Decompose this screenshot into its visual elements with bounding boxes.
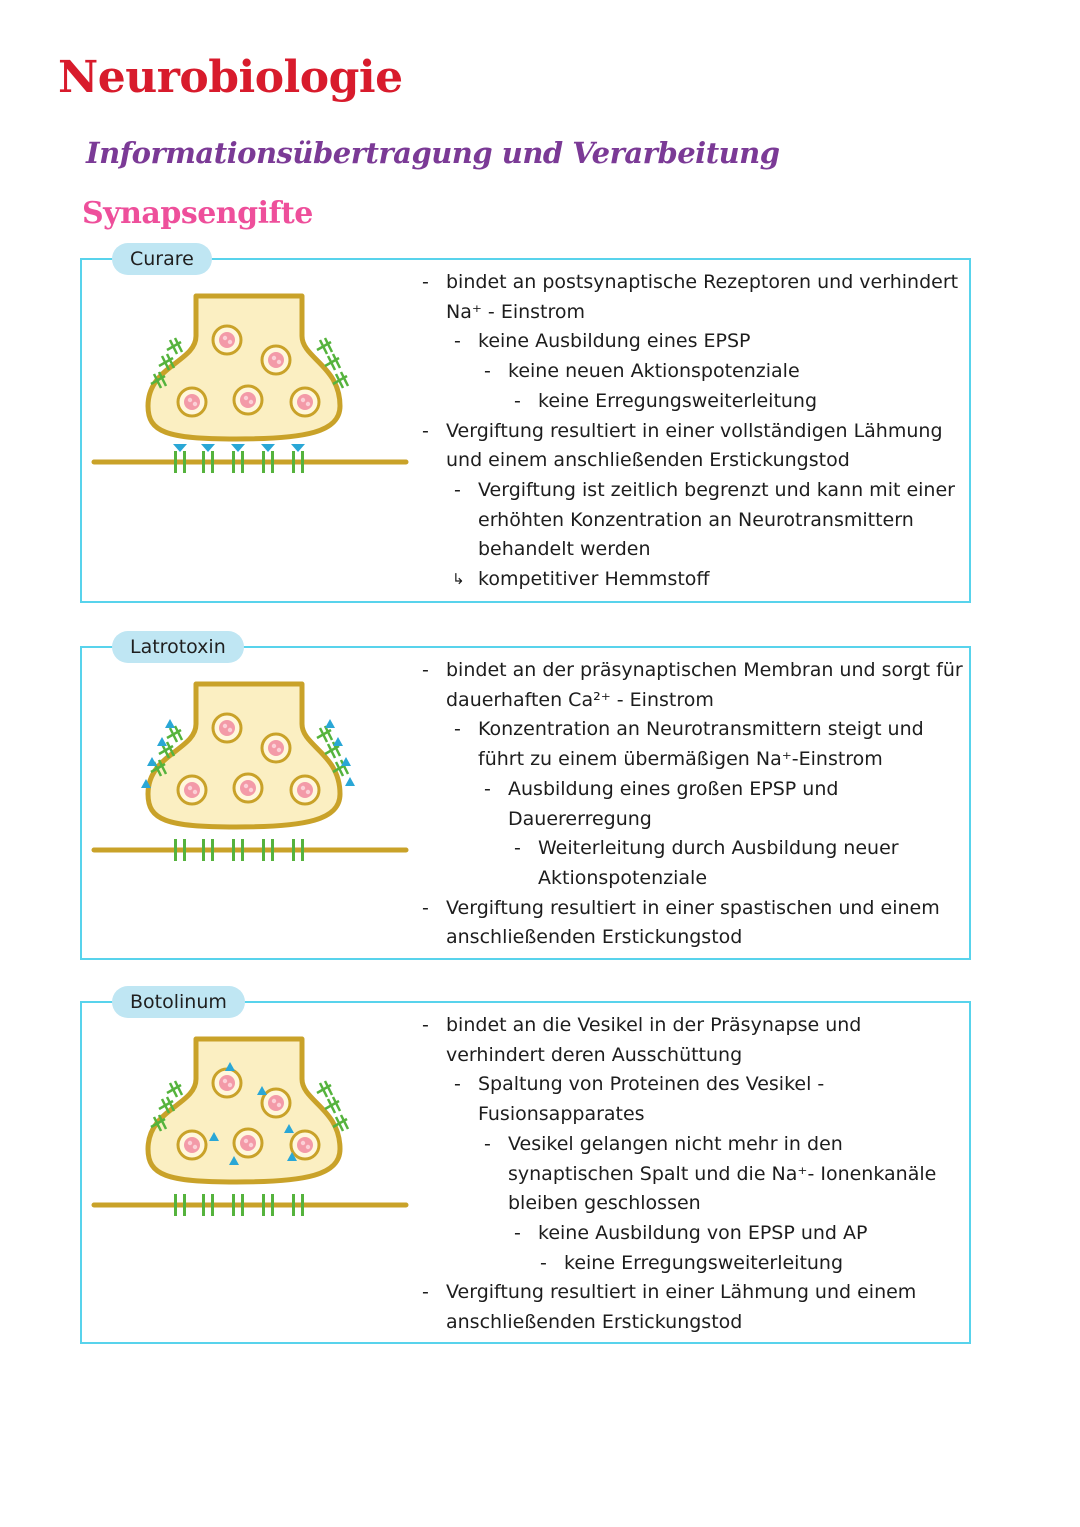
note-item: - bindet an die Vesikel in der Präsynapse und verhindert deren Ausschüttung bbox=[446, 1011, 966, 1070]
card-notes bbox=[414, 268, 966, 595]
note-item: - bindet an der präsynaptischen Membran und sorgt für dauerhaften Ca²⁺ - Einstrom bbox=[446, 656, 966, 715]
card-label: Latrotoxin bbox=[112, 631, 244, 663]
botolinum-synapse-diagram bbox=[86, 1027, 411, 1227]
note-item: - keine neuen Aktionspotenziale bbox=[508, 357, 966, 387]
note-item: - keine Ausbildung von EPSP und AP bbox=[538, 1219, 966, 1249]
curare-synapse-diagram bbox=[86, 284, 411, 484]
toxin-marker bbox=[201, 444, 215, 452]
membrane-receptor bbox=[317, 1081, 332, 1097]
vesicle bbox=[262, 1089, 290, 1117]
note-item: - keine Ausbildung eines EPSP bbox=[478, 327, 966, 357]
toxin-marker bbox=[165, 719, 175, 728]
presynaptic-terminal bbox=[148, 296, 340, 439]
note-item: - Vergiftung resultiert in einer spastischen und einem anschließenden Erstickungstod bbox=[446, 894, 966, 953]
vesicle bbox=[213, 1069, 241, 1097]
toxin-marker bbox=[157, 737, 167, 746]
vesicle bbox=[178, 776, 206, 804]
toxin-marker bbox=[261, 444, 275, 452]
vesicle bbox=[234, 774, 262, 802]
note-item: - Ausbildung eines großen EPSP und Dauererregung bbox=[508, 775, 966, 834]
note-item: - Weiterleitung durch Ausbildung neuer Aktionspotenziale bbox=[538, 834, 966, 893]
card-notes bbox=[414, 656, 966, 953]
membrane-receptor bbox=[317, 726, 332, 742]
latrotoxin-synapse-diagram bbox=[86, 672, 411, 872]
page-subtitle: Informationsübertragung und Verarbeitung bbox=[86, 136, 780, 170]
vesicle bbox=[291, 776, 319, 804]
membrane-receptor bbox=[167, 338, 182, 354]
note-item: - bindet an postsynaptische Rezeptoren und verhindert Na⁺ - Einstrom bbox=[446, 268, 966, 327]
toxin-marker bbox=[231, 444, 245, 452]
toxin-marker bbox=[333, 737, 343, 746]
vesicle bbox=[178, 1131, 206, 1159]
vesicle bbox=[262, 346, 290, 374]
vesicle bbox=[234, 1129, 262, 1157]
toxin-marker bbox=[147, 757, 157, 766]
toxin-marker bbox=[291, 444, 305, 452]
card-notes bbox=[414, 1011, 966, 1338]
vesicle bbox=[291, 1131, 319, 1159]
vesicle bbox=[234, 386, 262, 414]
note-item: - Vergiftung ist zeitlich begrenzt und kann mit einer erhöhten Konzentration an Neurotransmittern behandelt werden bbox=[478, 476, 966, 565]
vesicle bbox=[178, 388, 206, 416]
note-item: - Spaltung von Proteinen des Vesikel - Fusionsapparates bbox=[478, 1070, 966, 1129]
note-item: - Vergiftung resultiert in einer Lähmung und einem anschließenden Erstickungstod bbox=[446, 1278, 966, 1337]
note-item: - Konzentration an Neurotransmittern steigt und führt zu einem übermäßigen Na⁺-Einstrom bbox=[478, 715, 966, 774]
presynaptic-terminal bbox=[148, 1039, 340, 1182]
latrotoxin-card bbox=[80, 636, 971, 960]
membrane-receptor bbox=[317, 338, 332, 354]
card-label: Curare bbox=[112, 243, 212, 275]
note-item: - keine Erregungsweiterleitung bbox=[538, 387, 966, 417]
vesicle bbox=[213, 326, 241, 354]
section-title: Synapsengifte bbox=[82, 196, 313, 231]
page-title: Neurobiologie bbox=[58, 52, 403, 103]
botolinum-card bbox=[80, 991, 971, 1344]
note-item: - Vesikel gelangen nicht mehr in den synaptischen Spalt und die Na⁺- Ionenkanäle bleiben geschlossen bbox=[508, 1130, 966, 1219]
note-item: - Vergiftung resultiert in einer vollständigen Lähmung und einem anschließenden Erstickungstod bbox=[446, 417, 966, 476]
curare-card bbox=[80, 248, 971, 603]
toxin-marker bbox=[325, 719, 335, 728]
note-item: ↳ kompetitiver Hemmstoff bbox=[478, 565, 966, 595]
toxin-marker bbox=[173, 444, 187, 452]
card-label: Botolinum bbox=[112, 986, 245, 1018]
presynaptic-terminal bbox=[148, 684, 340, 827]
note-item: - keine Erregungsweiterleitung bbox=[564, 1249, 966, 1279]
vesicle bbox=[291, 388, 319, 416]
membrane-receptor bbox=[167, 1081, 182, 1097]
membrane-receptor bbox=[167, 726, 182, 742]
vesicle bbox=[213, 714, 241, 742]
toxin-marker bbox=[345, 777, 355, 786]
vesicle bbox=[262, 734, 290, 762]
